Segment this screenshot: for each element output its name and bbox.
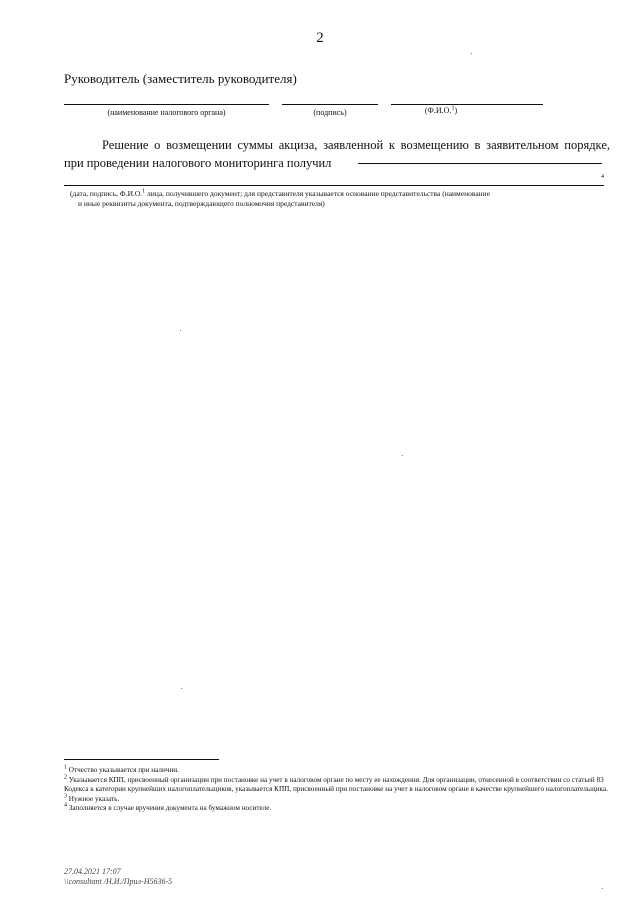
footnote: $^1$ Отчество указывается при наличии. <box>64 764 179 774</box>
receipt-caption <box>70 189 570 208</box>
footnote: $^3$ Нужное указать. <box>64 793 120 803</box>
recipient-short-line <box>358 163 602 164</box>
footnote-ref-4: 4 <box>601 174 604 180</box>
document-footer <box>64 867 172 887</box>
decision-statement <box>64 136 610 172</box>
footnote-ref-1: 1 <box>451 105 455 112</box>
recipient-full-line <box>64 185 604 186</box>
footnote: $^2$ Указывается КПП, присвоенный организации при постановке на учет в налоговом органе по месту ее нахождения. Для организации, отнесенной в соответствии со статьей 83 Кодекса к категории крупнейших налогоплательщиков, указывается КПП, присвоенный при постановке на учет в налоговом органе в качестве крупнейшего налогоплательщика. <box>64 774 608 794</box>
footnote: $^4$ Заполняется в случае вручения документа на бумажном носителе. <box>64 802 272 813</box>
decision-line-2: при проведении налогового мониторинга получил <box>64 156 332 170</box>
page-number: 2 <box>316 30 324 46</box>
signature-caption: (подпись) <box>313 108 347 117</box>
footer-code: \\consultant /Н.И./Прил-Н5636-5 <box>64 877 173 886</box>
scan-speck <box>180 330 181 331</box>
receipt-caption-line-2: и иные реквизиты документа, подтверждающего полномочия представителя) <box>78 198 325 208</box>
scan-speck <box>402 455 403 456</box>
decision-line-1: Решение о возмещении суммы акциза, заявленной к возмещению в заявительном порядке, <box>102 138 610 152</box>
signature-line <box>282 104 378 105</box>
footnote-separator <box>64 759 219 760</box>
footnotes <box>64 766 614 814</box>
full-name-caption: (Ф.И.О.$^1$) <box>424 105 458 115</box>
scan-speck <box>181 688 182 689</box>
receipt-caption-line-1: (дата, подпись, Ф.И.О.$^1$ лица, получившего документ; для представителя указывается основание представительства (наименование <box>70 188 491 198</box>
full-name-line <box>391 104 543 105</box>
tax-authority-caption: (наименование налогового органа) <box>107 108 226 117</box>
footer-timestamp: 27.04.2021 17:07 <box>64 867 121 876</box>
scan-speck <box>602 888 603 889</box>
signature-heading: Руководитель (заместитель руководителя) <box>64 71 297 86</box>
tax-authority-line <box>64 104 269 105</box>
scan-speck <box>471 53 472 54</box>
